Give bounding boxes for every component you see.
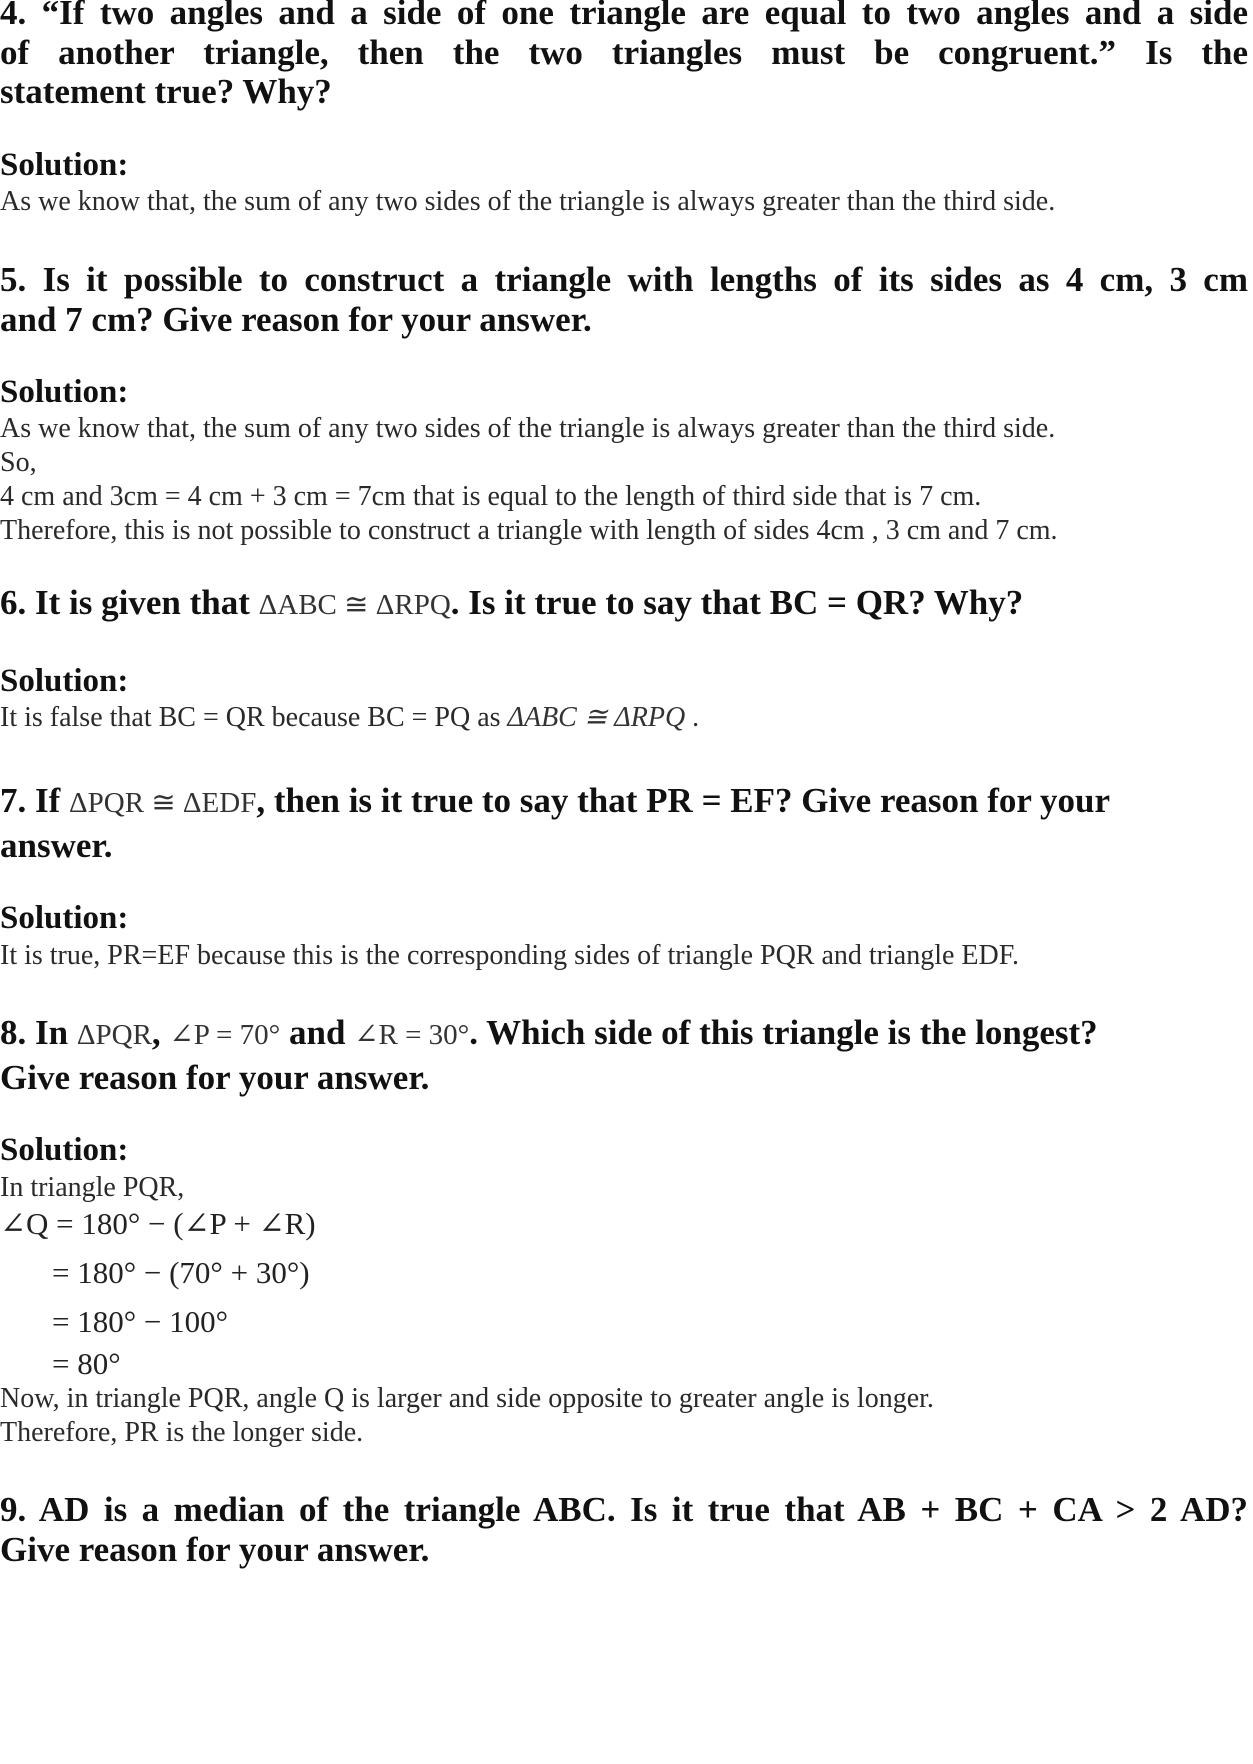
solution-6-label: Solution: xyxy=(0,663,129,699)
solution-4-label: Solution: xyxy=(0,147,129,183)
question-5-line-1: 5. Is it possible to construct a triangle with lengths of its sides as 4 cm, 3 cm xyxy=(0,260,1248,299)
solution-6-suffix: . xyxy=(685,702,700,733)
solution-6-prefix: It is false that BC = QR because BC = PQ as xyxy=(0,702,508,733)
question-8-line-1 xyxy=(0,1013,1098,1055)
solution-8-line-1: Now, in triangle PQR, angle Q is larger and side opposite to greater angle is longer. xyxy=(0,1383,934,1414)
solution-7-text: It is true, PR=EF because this is the corresponding sides of triangle PQR and triangle EDF. xyxy=(0,940,1020,971)
question-4-line-3: statement true? Why? xyxy=(0,72,332,111)
question-9-line-1: 9. AD is a median of the triangle ABC. Is it true that AB + BC + CA > 2 AD? xyxy=(0,1490,1248,1529)
solution-8-line-2: Therefore, PR is the longer side. xyxy=(0,1417,364,1448)
question-8-sep-1: , xyxy=(151,1013,170,1052)
question-8-line-2: Give reason for your answer. xyxy=(0,1058,430,1097)
solution-6-math: ΔABC ≅ ΔRPQ xyxy=(507,702,686,733)
solution-8-label: Solution: xyxy=(0,1132,129,1168)
question-7-line-1 xyxy=(0,781,1110,823)
solution-5-line-3: 4 cm and 3cm = 4 cm + 3 cm = 7cm that is equal to the length of third side that is 7 cm. xyxy=(0,481,982,512)
solution-8-equation-2: = 180° − (70° + 30°) xyxy=(52,1255,310,1290)
question-6-suffix: . Is it true to say that BC = QR? Why? xyxy=(450,583,1024,622)
solution-4-text: As we know that, the sum of any two sides of the triangle is always greater than the third side. xyxy=(0,186,1056,217)
solution-8-intro: In triangle PQR, xyxy=(0,1172,185,1203)
solution-5-line-1: As we know that, the sum of any two sides of the triangle is always greater than the third side. xyxy=(0,413,1056,444)
solution-8-equation-3: = 180° − 100° xyxy=(52,1304,229,1339)
solution-5-line-4: Therefore, this is not possible to construct a triangle with length of sides 4cm , 3 cm and 7 cm. xyxy=(0,515,1058,546)
question-4-line-2: of another triangle, then the two triangles must be congruent.” Is the xyxy=(0,33,1248,72)
solution-8-equation-4: = 80° xyxy=(52,1346,121,1381)
question-7-line-2: answer. xyxy=(0,826,113,865)
question-8-math-angle-r: ∠R = 30° xyxy=(354,1019,470,1051)
question-6-prefix: 6. It is given that xyxy=(0,583,259,622)
question-8-suffix: . Which side of this triangle is the longest? xyxy=(469,1013,1098,1052)
question-7-prefix: 7. If xyxy=(0,781,70,820)
question-6 xyxy=(0,583,1023,625)
solution-8-equation-1: ∠Q = 180° − (∠P + ∠R) xyxy=(0,1206,316,1241)
question-8-prefix: 8. In xyxy=(0,1013,77,1052)
question-8-math-triangle: ΔPQR xyxy=(76,1019,152,1051)
question-6-math: ΔABC ≅ ΔRPQ xyxy=(258,589,451,621)
solution-6-text xyxy=(0,701,699,735)
question-8-sep-2: and xyxy=(280,1013,355,1052)
question-4-line-1: 4. “If two angles and a side of one triangle are equal to two angles and a side xyxy=(0,0,1248,32)
question-9-line-2: Give reason for your answer. xyxy=(0,1530,430,1569)
solution-5-line-2: So, xyxy=(0,447,37,478)
question-8-math-angle-p: ∠P = 70° xyxy=(169,1019,281,1051)
question-7-suffix: , then is it true to say that PR = EF? Give reason for your xyxy=(256,781,1111,820)
question-7-math: ΔPQR ≅ ΔEDF xyxy=(69,787,257,819)
question-5-line-2: and 7 cm? Give reason for your answer. xyxy=(0,300,592,339)
solution-7-label: Solution: xyxy=(0,900,129,936)
solution-5-label: Solution: xyxy=(0,374,129,410)
